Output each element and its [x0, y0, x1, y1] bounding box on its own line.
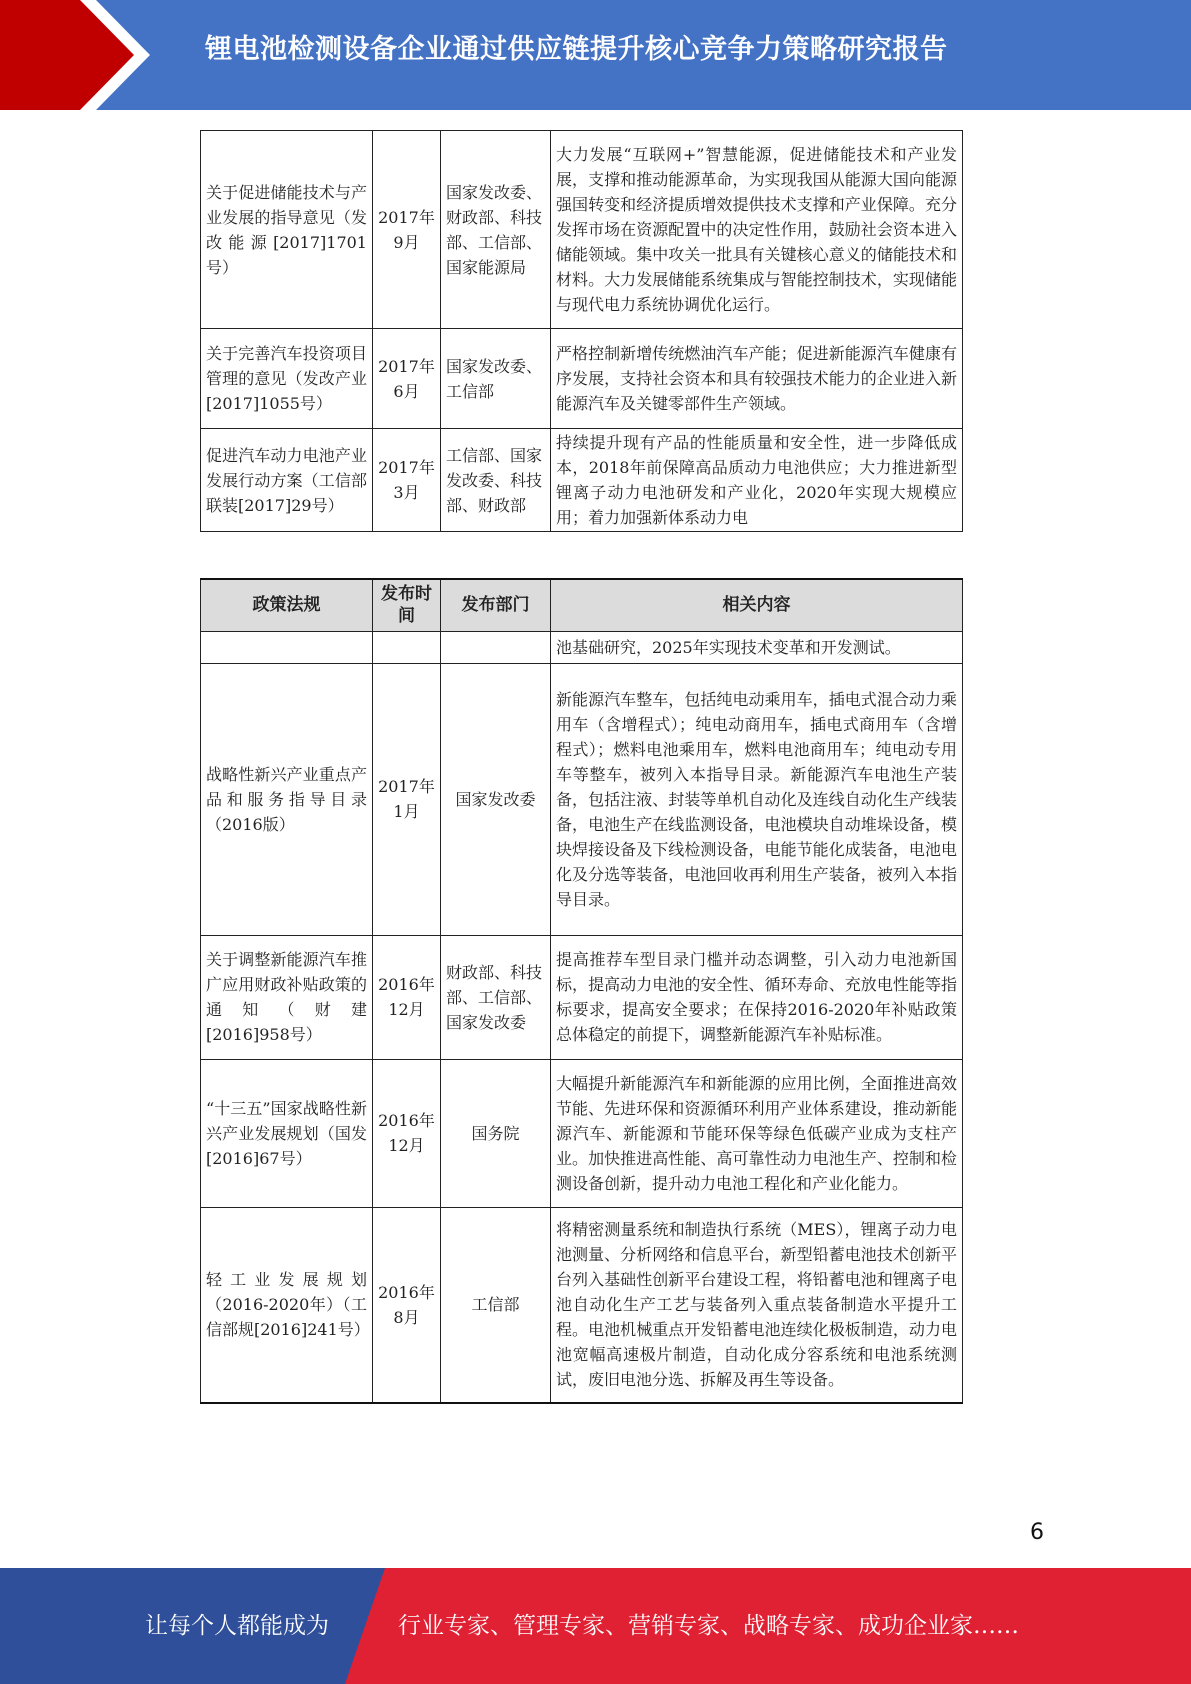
table-row	[201, 329, 963, 429]
header-chevron-icon	[0, 0, 134, 110]
table-row	[201, 663, 963, 935]
policy-dept-cell: 财政部、科技部、工信部、国家发改委	[441, 935, 551, 1059]
policy-table-2	[200, 578, 963, 1404]
table-row-continuation	[201, 631, 963, 663]
policy-content-cell: 大力发展“互联网+”智慧能源，促进储能技术和产业发展，支撑和推动能源革命，为实现我国从能源大国向能源强国转变和经济提质增效提供技术支撑和产业保障。充分发挥市场在资源配置中的决定性作用，鼓励社会资本进入储能领域。集中攻关一批具有关键核心意义的储能技术和材料。大力发展储能系统集成与智能控制技术，实现储能与现代电力系统协调优化运行。	[551, 131, 963, 329]
column-header-policy: 政策法规	[201, 579, 373, 631]
policy-content-cell: 池基础研究，2025年实现技术变革和开发测试。	[551, 631, 963, 663]
policy-dept-cell: 国家发改委、工信部	[441, 329, 551, 429]
policy-date-cell: 2017年9月	[373, 131, 441, 329]
policy-name-cell: 轻工业发展规划（2016-2020年）（工信部规[2016]241号）	[201, 1207, 373, 1403]
policy-date-cell: 2016年12月	[373, 935, 441, 1059]
policy-date-cell: 2016年8月	[373, 1207, 441, 1403]
page-header	[0, 0, 1191, 110]
policy-name-cell: 关于完善汽车投资项目管理的意见（发改产业[2017]1055号）	[201, 329, 373, 429]
policy-dept-cell: 国家发改委	[441, 663, 551, 935]
policy-name-cell: 促进汽车动力电池产业发展行动方案（工信部联装[2017]29号）	[201, 429, 373, 532]
policy-content-cell: 提高推荐车型目录门槛并动态调整，引入动力电池新国标，提高动力电池的安全性、循环寿命、充放电性能等指标要求，提高安全要求；在保持2016-2020年补贴政策总体稳定的前提下，调整新能源汽车补贴标准。	[551, 935, 963, 1059]
table-row	[201, 1207, 963, 1403]
table-row	[201, 935, 963, 1059]
policy-name-cell: 关于调整新能源汽车推广应用财政补贴政策的通知（财建[2016]958号）	[201, 935, 373, 1059]
table-row	[201, 429, 963, 532]
report-title: 锂电池检测设备企业通过供应链提升核心竞争力策略研究报告	[205, 34, 948, 65]
page-number: 6	[1030, 1520, 1044, 1545]
policy-date-cell: 2017年1月	[373, 663, 441, 935]
table-row	[201, 1059, 963, 1207]
footer-slogan-left: 让每个人都能成为	[145, 1613, 329, 1639]
policy-date-cell: 2017年3月	[373, 429, 441, 532]
policy-dept-cell: 国家发改委、财政部、科技部、工信部、国家能源局	[441, 131, 551, 329]
page-footer	[0, 1568, 1191, 1684]
column-header-content: 相关内容	[551, 579, 963, 631]
policy-dept-cell: 国务院	[441, 1059, 551, 1207]
policy-content-cell: 严格控制新增传统燃油汽车产能；促进新能源汽车健康有序发展，支持社会资本和具有较强技术能力的企业进入新能源汽车及关键零部件生产领域。	[551, 329, 963, 429]
table-row	[201, 131, 963, 329]
policy-dept-cell: 工信部、国家发改委、科技部、财政部	[441, 429, 551, 532]
policy-name-cell: 关于促进储能技术与产业发展的指导意见（发改能源[2017]1701号）	[201, 131, 373, 329]
policy-content-cell: 将精密测量系统和制造执行系统（MES），锂离子动力电池测量、分析网络和信息平台，新型铅蓄电池技术创新平台列入基础性创新平台建设工程，将铅蓄电池和锂离子电池自动化生产工艺与装备列入重点装备制造水平提升工程。电池机械重点开发铅蓄电池连续化极板制造，动力电池宽幅高速极片制造，自动化成分容系统和电池系统测试，废旧电池分选、拆解及再生等设备。	[551, 1207, 963, 1403]
policy-content-cell: 持续提升现有产品的性能质量和安全性，进一步降低成本，2018年前保障高品质动力电池供应；大力推进新型锂离子动力电池研发和产业化，2020年实现大规模应用；着力加强新体系动力电	[551, 429, 963, 532]
policy-date-cell: 2017年6月	[373, 329, 441, 429]
column-header-date: 发布时间	[373, 579, 441, 631]
policy-date-cell: 2016年12月	[373, 1059, 441, 1207]
empty-cell	[441, 631, 551, 663]
policy-table-1	[200, 130, 963, 532]
column-header-dept: 发布部门	[441, 579, 551, 631]
policy-name-cell: “十三五”国家战略性新兴产业发展规划（国发[2016]67号）	[201, 1059, 373, 1207]
policy-dept-cell: 工信部	[441, 1207, 551, 1403]
empty-cell	[373, 631, 441, 663]
policy-content-cell: 大幅提升新能源汽车和新能源的应用比例，全面推进高效节能、先进环保和资源循环利用产业体系建设，推动新能源汽车、新能源和节能环保等绿色低碳产业成为支柱产业。加快推进高性能、高可靠性动力电池生产、控制和检测设备创新，提升动力电池工程化和产业化能力。	[551, 1059, 963, 1207]
policy-content-cell: 新能源汽车整车，包括纯电动乘用车，插电式混合动力乘用车（含增程式）；纯电动商用车，插电式商用车（含增程式）；燃料电池乘用车，燃料电池商用车；纯电动专用车等整车，被列入本指导目录。新能源汽车电池生产装备，包括注液、封装等单机自动化及连线自动化生产线装备，电池生产在线监测设备，电池模块自动堆垛设备，模块焊接设备及下线检测设备，电能节能化成装备，电池电化及分选等装备，电池回收再利用生产装备，被列入本指导目录。	[551, 663, 963, 935]
footer-slogan-right: 行业专家、管理专家、营销专家、战略专家、成功企业家……	[398, 1613, 1019, 1639]
table-header-row	[201, 579, 963, 631]
policy-name-cell: 战略性新兴产业重点产品和服务指导目录（2016版）	[201, 663, 373, 935]
empty-cell	[201, 631, 373, 663]
